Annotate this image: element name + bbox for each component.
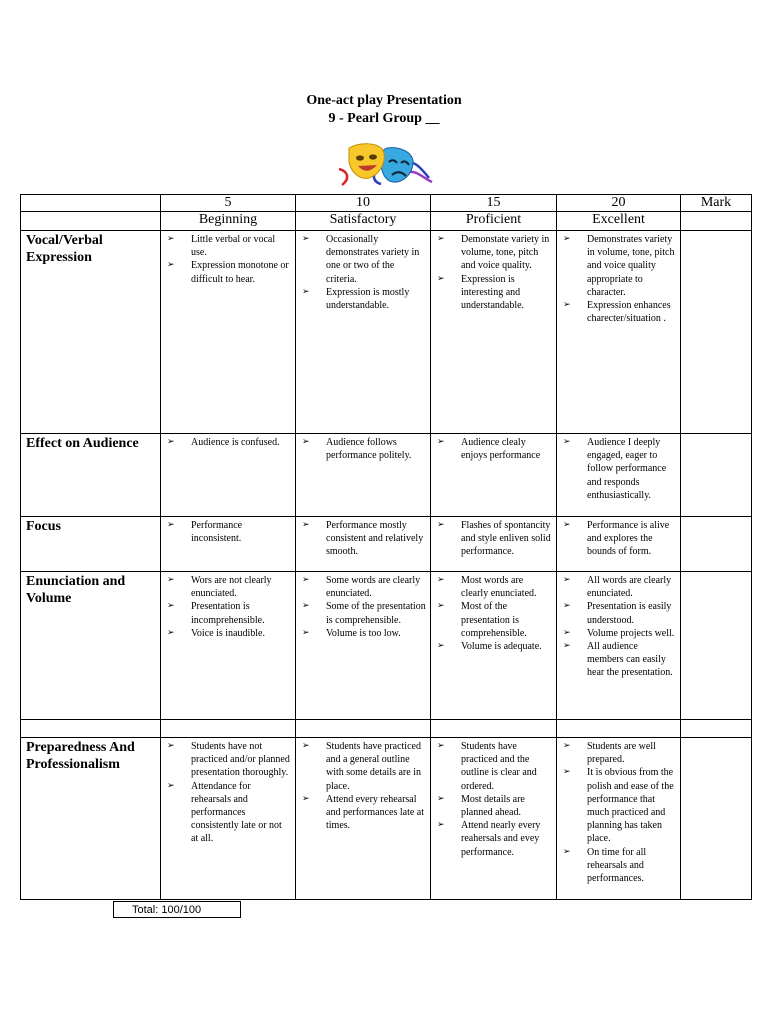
points-15: 15 — [431, 195, 557, 212]
descriptor-item: ➢ Audience follows performance politely. — [302, 436, 426, 462]
criterion-label: Focus — [21, 517, 161, 572]
descriptor-cell — [296, 231, 431, 434]
descriptor-item: ➢ Audience I deeply engaged, eager to follow performance and responds enthusiastically. — [563, 436, 676, 502]
descriptor-item: ➢ Attend nearly every reahersals and evey performance. — [437, 819, 552, 859]
descriptor-cell — [431, 434, 557, 517]
level-satisfactory: Satisfactory — [296, 212, 431, 231]
descriptor-cell — [557, 572, 681, 720]
descriptor-item: ➢ Some words are clearly enunciated. — [302, 574, 426, 600]
descriptor-item: ➢ Students have not practiced and/or planned presentation thoroughly. — [167, 740, 291, 780]
rubric-row — [21, 231, 752, 434]
descriptor-cell — [557, 231, 681, 434]
descriptor-cell — [557, 517, 681, 572]
descriptor-cell — [296, 738, 431, 900]
descriptor-cell — [161, 434, 296, 517]
mark-cell — [681, 231, 752, 434]
descriptor-item: ➢ It is obvious from the polish and ease of the performance that much practiced and planning has taken place. — [563, 766, 676, 845]
mark-cell — [681, 434, 752, 517]
descriptor-item: ➢ Occasionally demonstrates variety in one or two of the criteria. — [302, 233, 426, 286]
descriptor-item: ➢ Audience is confused. — [167, 436, 291, 449]
descriptor-item: ➢ Wors are not clearly enunciated. — [167, 574, 291, 600]
level-beginning: Beginning — [161, 212, 296, 231]
descriptor-item: ➢ On time for all rehearsals and performances. — [563, 846, 676, 886]
rubric-row — [21, 572, 752, 720]
descriptor-cell — [161, 517, 296, 572]
descriptor-item: ➢ Expression enhances charecter/situation . — [563, 299, 676, 325]
descriptor-item: ➢ All audience members can easily hear the presentation. — [563, 640, 676, 680]
spacer-row — [21, 720, 752, 738]
mark-cell — [681, 517, 752, 572]
rubric-table — [20, 194, 752, 900]
descriptor-item: ➢ Demonstate variety in volume, tone, pitch and voice quality. — [437, 233, 552, 273]
rubric-row — [21, 434, 752, 517]
descriptor-item: ➢ Presentation is incomprehensible. — [167, 600, 291, 626]
rubric-row — [21, 517, 752, 572]
criterion-label: Effect on Audience — [21, 434, 161, 517]
descriptor-item: ➢ Audience clealy enjoys performance — [437, 436, 552, 462]
descriptor-cell — [161, 572, 296, 720]
descriptor-item: ➢ Performance inconsistent. — [167, 519, 291, 545]
rubric-row — [21, 738, 752, 900]
descriptor-item: ➢ Voice is inaudible. — [167, 627, 291, 640]
descriptor-cell — [161, 738, 296, 900]
document-subtitle: 9 - Pearl Group __ — [328, 111, 440, 126]
descriptor-item: ➢ Expression is interesting and understandable. — [437, 273, 552, 313]
mark-header: Mark — [681, 195, 752, 212]
mark-cell — [681, 738, 752, 900]
descriptor-cell — [557, 434, 681, 517]
descriptor-item: ➢ Volume projects well. — [563, 627, 676, 640]
descriptor-cell — [296, 572, 431, 720]
descriptor-item: ➢ Students have practiced and a general outline with some details are in place. — [302, 740, 426, 793]
criterion-header-cell — [21, 195, 161, 212]
points-5: 5 — [161, 195, 296, 212]
criterion-label: Preparedness And Professionalism — [21, 738, 161, 900]
descriptor-item: ➢ Demonstrates variety in volume, tone, pitch and voice quality appropriate to character. — [563, 233, 676, 299]
descriptor-item: ➢ Performance mostly consistent and relatively smooth. — [302, 519, 426, 559]
descriptor-cell — [557, 738, 681, 900]
descriptor-item: ➢ Volume is adequate. — [437, 640, 552, 653]
descriptor-item: ➢ Most details are planned ahead. — [437, 793, 552, 819]
descriptor-item: ➢ Students have practiced and the outline is clear and ordered. — [437, 740, 552, 793]
descriptor-item: ➢ Expression is mostly understandable. — [302, 286, 426, 312]
criterion-label: Vocal/Verbal Expression — [21, 231, 161, 434]
descriptor-item: ➢ Most words are clearly enunciated. — [437, 574, 552, 600]
mark-blank-cell — [681, 212, 752, 231]
descriptor-cell — [161, 231, 296, 434]
descriptor-item: ➢ Little verbal or vocal use. — [167, 233, 291, 259]
descriptor-cell — [431, 738, 557, 900]
descriptor-item: ➢ Presentation is easily understood. — [563, 600, 676, 626]
descriptor-item: ➢ Volume is too low. — [302, 627, 426, 640]
theatre-masks-icon — [333, 138, 435, 188]
descriptor-item: ➢ Flashes of spontancity and style enliven solid performance. — [437, 519, 552, 559]
descriptor-cell — [431, 517, 557, 572]
criterion-label: Enunciation and Volume — [21, 572, 161, 720]
points-20: 20 — [557, 195, 681, 212]
descriptor-item: ➢ Performance is alive and explores the bounds of form. — [563, 519, 676, 559]
descriptor-item: ➢ Students are well prepared. — [563, 740, 676, 766]
descriptor-item: ➢ Attend every rehearsal and performances late at times. — [302, 793, 426, 833]
mark-cell — [681, 572, 752, 720]
descriptor-cell — [296, 517, 431, 572]
descriptor-cell — [296, 434, 431, 517]
descriptor-cell — [431, 231, 557, 434]
level-proficient: Proficient — [431, 212, 557, 231]
level-blank-cell — [21, 212, 161, 231]
level-excellent: Excellent — [557, 212, 681, 231]
document-title: One-act play Presentation — [306, 93, 462, 108]
descriptor-item: ➢ Attendance for rehearsals and performances consistently late or not at all. — [167, 780, 291, 846]
descriptor-item: ➢ Expression monotone or difficult to hear. — [167, 259, 291, 285]
descriptor-item: ➢ Most of the presentation is comprehensible. — [437, 600, 552, 640]
points-10: 10 — [296, 195, 431, 212]
total-box: Total: 100/100 — [113, 901, 241, 918]
descriptor-item: ➢ All words are clearly enunciated. — [563, 574, 676, 600]
descriptor-item: ➢ Some of the presentation is comprehensible. — [302, 600, 426, 626]
descriptor-cell — [431, 572, 557, 720]
